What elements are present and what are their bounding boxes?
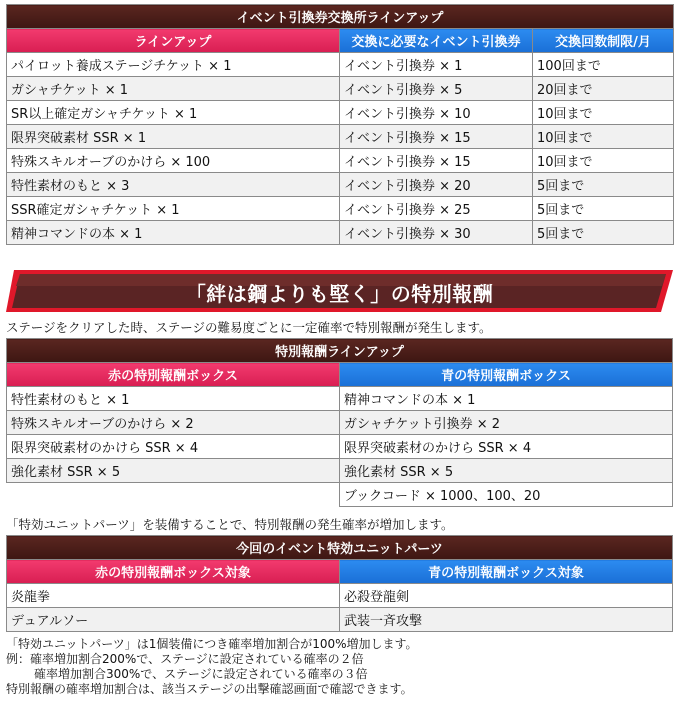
exchange-limit: 10回まで	[533, 125, 674, 149]
unit-parts-table	[6, 535, 673, 632]
table-row	[7, 459, 673, 483]
table-row	[7, 221, 674, 245]
col-header-blue-target: 青の特別報酬ボックス対象	[340, 560, 673, 584]
red-box-item: 強化素材 SSR × 5	[7, 459, 340, 483]
item-name: 特性素材のもと × 3	[7, 173, 340, 197]
special-reward-banner	[6, 270, 673, 312]
item-name: ガシャチケット × 1	[7, 77, 340, 101]
exchange-limit: 10回まで	[533, 101, 674, 125]
item-name: 精神コマンドの本 × 1	[7, 221, 340, 245]
red-box-item: 特殊スキルオーブのかけら × 2	[7, 411, 340, 435]
blue-box-item: 強化素材 SSR × 5	[340, 459, 673, 483]
exchange-table-title: イベント引換券交換所ラインアップ	[7, 5, 674, 29]
exchange-limit: 5回まで	[533, 173, 674, 197]
col-header-red-target: 赤の特別報酬ボックス対象	[7, 560, 340, 584]
table-row	[7, 483, 673, 507]
footer-line-4: 特別報酬の確率増加割合は、該当ステージの出撃確認画面で確認できます。	[6, 682, 413, 696]
table-row	[7, 173, 674, 197]
col-header-lineup: ラインアップ	[7, 29, 340, 53]
exchange-limit: 100回まで	[533, 53, 674, 77]
special-reward-table	[6, 338, 673, 507]
exchange-lineup-table	[6, 4, 673, 245]
banner-title: 「絆は鋼よりも堅く」の特別報酬	[185, 282, 494, 306]
required-tickets: イベント引換券 × 1	[340, 53, 533, 77]
required-tickets: イベント引換券 × 15	[340, 125, 533, 149]
item-name: 限界突破素材 SSR × 1	[7, 125, 340, 149]
intro-text: ステージをクリアした時、ステージの難易度ごとに一定確率で特別報酬が発生します。	[6, 320, 492, 335]
item-name: SR以上確定ガシャチケット × 1	[7, 101, 340, 125]
red-box-item-empty	[7, 483, 340, 507]
exchange-limit: 20回まで	[533, 77, 674, 101]
item-name: 特殊スキルオーブのかけら × 100	[7, 149, 340, 173]
table-row	[7, 125, 674, 149]
required-tickets: イベント引換券 × 15	[340, 149, 533, 173]
required-tickets: イベント引換券 × 10	[340, 101, 533, 125]
table-row	[7, 608, 673, 632]
red-target-part: デュアルソー	[7, 608, 340, 632]
blue-box-item: 精神コマンドの本 × 1	[340, 387, 673, 411]
table-row	[7, 197, 674, 221]
required-tickets: イベント引換券 × 20	[340, 173, 533, 197]
red-target-part: 炎龍拳	[7, 584, 340, 608]
col-header-red-box: 赤の特別報酬ボックス	[7, 363, 340, 387]
footer-line-3: 確率増加割合300%で、ステージに設定されている確率の３倍	[34, 667, 368, 681]
table-row	[7, 584, 673, 608]
footer-line-2: 例：確率増加割合200%で、ステージに設定されている確率の２倍	[6, 652, 364, 666]
exchange-limit: 5回まで	[533, 221, 674, 245]
exchange-limit: 10回まで	[533, 149, 674, 173]
table-row	[7, 101, 674, 125]
item-name: SSR確定ガシャチケット × 1	[7, 197, 340, 221]
blue-box-item: ブックコード × 1000、100、20	[340, 483, 673, 507]
red-box-item: 特性素材のもと × 1	[7, 387, 340, 411]
table-row	[7, 411, 673, 435]
table-row	[7, 77, 674, 101]
table-row	[7, 53, 674, 77]
col-header-exchange-limit: 交換回数制限/月	[533, 29, 674, 53]
required-tickets: イベント引換券 × 30	[340, 221, 533, 245]
blue-target-part: 必殺登龍剣	[340, 584, 673, 608]
required-tickets: イベント引換券 × 5	[340, 77, 533, 101]
blue-target-part: 武装一斉攻撃	[340, 608, 673, 632]
parts-table-title: 今回のイベント特効ユニットパーツ	[7, 536, 673, 560]
table-row	[7, 149, 674, 173]
required-tickets: イベント引換券 × 25	[340, 197, 533, 221]
table-row	[7, 435, 673, 459]
blue-box-item: ガシャチケット引換券 × 2	[340, 411, 673, 435]
red-box-item: 限界突破素材のかけら SSR × 4	[7, 435, 340, 459]
exchange-limit: 5回まで	[533, 197, 674, 221]
blue-box-item: 限界突破素材のかけら SSR × 4	[340, 435, 673, 459]
special-table-title: 特別報酬ラインアップ	[7, 339, 673, 363]
item-name: パイロット養成ステージチケット × 1	[7, 53, 340, 77]
table-row	[7, 387, 673, 411]
footer-line-1: 「特効ユニットパーツ」は1個装備につき確率増加割合が100%増加します。	[6, 637, 418, 651]
col-header-blue-box: 青の特別報酬ボックス	[340, 363, 673, 387]
footer-notes	[6, 637, 418, 697]
mid-text: 「特効ユニットパーツ」を装備することで、特別報酬の発生確率が増加します。	[6, 517, 454, 532]
col-header-required-tickets: 交換に必要なイベント引換券	[340, 29, 533, 53]
